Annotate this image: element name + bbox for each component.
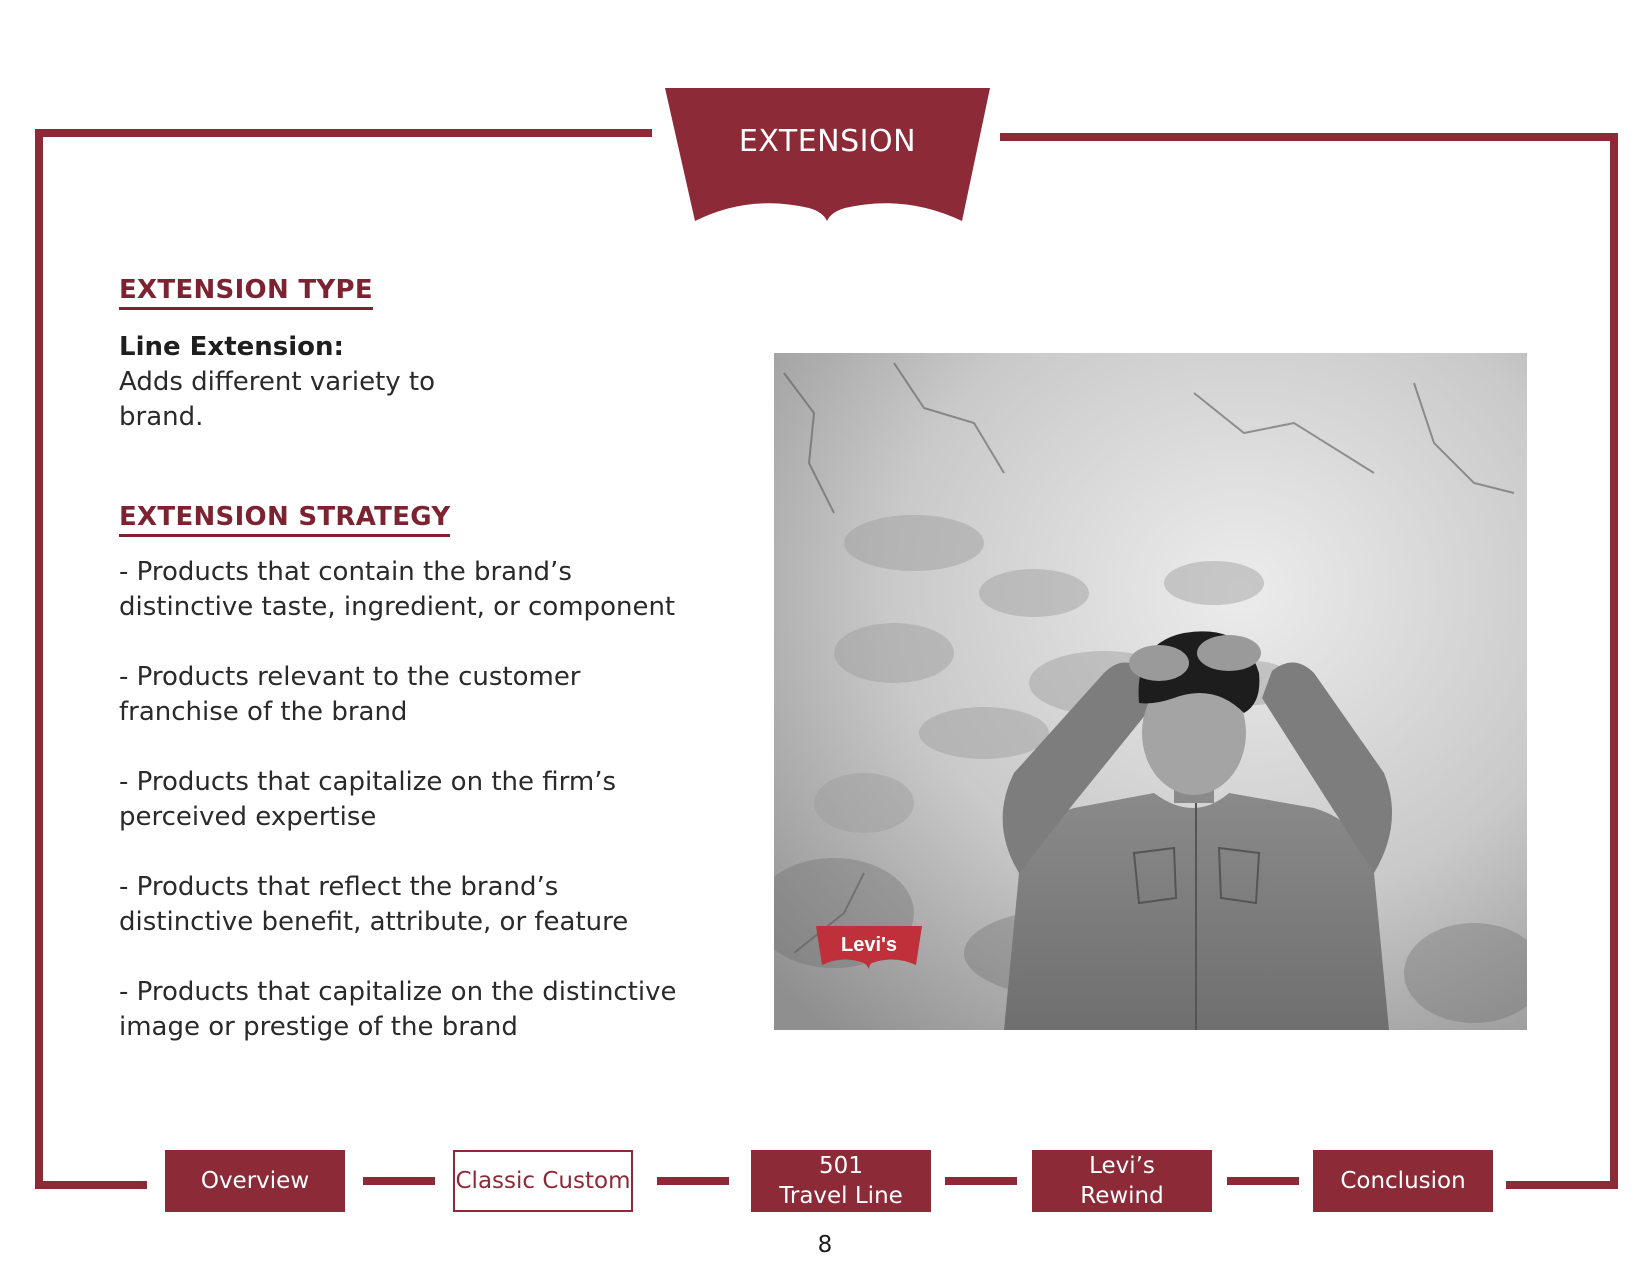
- levis-logo-text: Levi's: [841, 934, 897, 956]
- frame-top-right: [1000, 133, 1618, 141]
- strategy-list: [119, 555, 699, 1080]
- frame-bottom-left: [35, 1181, 147, 1189]
- extension-type-term: Line Extension:: [119, 332, 344, 362]
- strategy-item: - Products that contain the brand’s distinctive taste, ingredient, or component: [119, 557, 676, 622]
- frame-right: [1610, 133, 1618, 1189]
- page-number: 8: [817, 1232, 833, 1258]
- extension-type-heading: EXTENSION TYPE: [119, 273, 373, 310]
- nav-classic-custom-button[interactable]: Classic Custom: [453, 1150, 633, 1212]
- nav-overview-button[interactable]: Overview: [165, 1150, 345, 1212]
- frame-top-left: [35, 129, 652, 137]
- strategy-item: - Products that capitalize on the firm’s perceived expertise: [119, 767, 617, 832]
- nav-connector: [657, 1177, 729, 1185]
- strategy-item: - Products relevant to the customer franchise of the brand: [119, 662, 581, 727]
- frame-bottom-right: [1506, 1181, 1618, 1189]
- strategy-item: - Products that capitalize on the distinctive image or prestige of the brand: [119, 977, 677, 1042]
- extension-type-description: Adds different variety to brand.: [119, 367, 436, 432]
- nav-connector: [363, 1177, 435, 1185]
- nav-501-travel-line-button[interactable]: 501 Travel Line: [751, 1150, 931, 1212]
- extension-strategy-heading: EXTENSION STRATEGY: [119, 500, 450, 537]
- nav-connector: [1227, 1177, 1299, 1185]
- nav-levis-rewind-button[interactable]: Levi’s Rewind: [1032, 1150, 1212, 1212]
- frame-left: [35, 129, 43, 1189]
- brand-photo: [774, 353, 1527, 1030]
- nav-conclusion-button[interactable]: Conclusion: [1313, 1150, 1493, 1212]
- nav-connector: [945, 1177, 1017, 1185]
- strategy-item: - Products that reflect the brand’s distinctive benefit, attribute, or feature: [119, 872, 629, 937]
- page-title: EXTENSION: [738, 124, 917, 159]
